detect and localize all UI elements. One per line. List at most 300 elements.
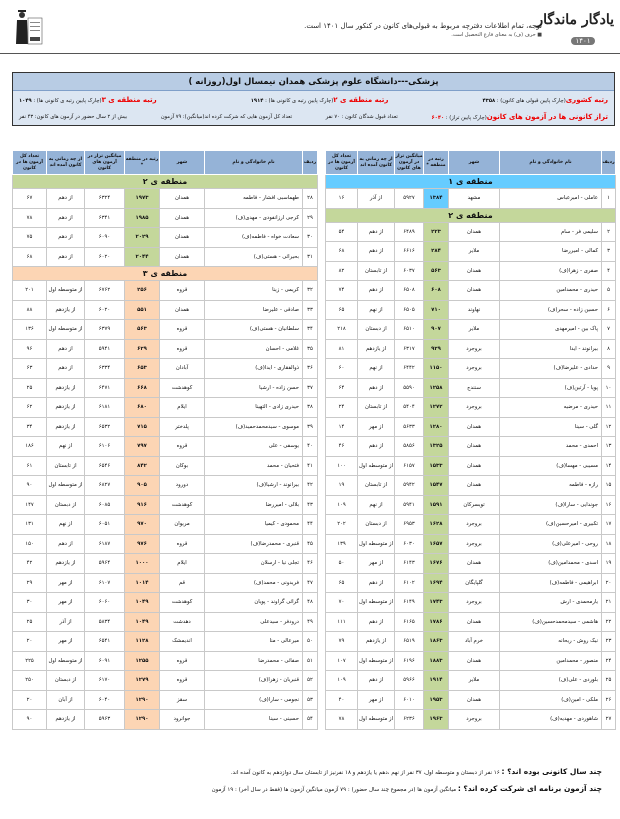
student-name: کریمی - زینا <box>205 281 303 301</box>
table-row <box>13 534 318 554</box>
row-number: ۳۳ <box>303 300 318 320</box>
region2-rank: رتبه منطقه ی ۲(چارک پایین رتبه ی کانونی ها) : ۱۹۱۴ <box>250 95 389 104</box>
city: بوکان <box>160 456 205 476</box>
table-row <box>13 437 318 457</box>
region-rank: ۱۲۵۵ <box>125 651 160 671</box>
exam-count: ۹۶ <box>13 339 47 359</box>
average-taraz: ۵۹۴۲ <box>395 476 424 496</box>
row-number: ۲۴ <box>602 651 616 671</box>
exam-count: ۸۱ <box>326 339 358 359</box>
row-number: ۳۷ <box>303 378 318 398</box>
region-rank: ۱۲۹۰ <box>125 690 160 710</box>
city: کوهدشت <box>160 593 205 613</box>
average-taraz: ۶۳۴۱ <box>85 208 125 228</box>
average-taraz: ۵۸۳۴ <box>85 612 125 632</box>
table-row <box>13 476 318 496</box>
city: قروه <box>160 671 205 691</box>
region-rank: ۲۰۲۹ <box>125 228 160 248</box>
student-name: حیدری زادی - التهینا <box>205 398 303 418</box>
city: همدان <box>449 476 500 496</box>
region-rank: ۱۲۷۹ <box>125 671 160 691</box>
average-taraz: ۶۵۴۱ <box>85 632 125 652</box>
region-rank: ۱۷۴۳ <box>424 593 449 613</box>
brand-name: یادگار ماندگار <box>536 12 614 28</box>
student-name: رازه - فاطمه <box>500 476 602 496</box>
city: مشهد <box>449 189 500 209</box>
average-taraz: ۵۶۳۳ <box>395 417 424 437</box>
average-taraz: ۶۱۴۹ <box>395 593 424 613</box>
taraz-info: تراز کانونی ها در آزمون های کانون(چارک پایین تراز) : ۶۰۴۰ <box>431 112 608 121</box>
average-taraz: ۶۱۸۷ <box>85 534 125 554</box>
joined-since: از مهر <box>358 690 395 710</box>
table-header <box>13 151 318 175</box>
joined-since: از تابستان <box>358 476 395 496</box>
row-number: ۴۴ <box>303 515 318 535</box>
region-rank: ۹۷۶ <box>125 534 160 554</box>
student-name: گلی - سینا <box>500 417 602 437</box>
city: ملایر <box>449 320 500 340</box>
over-two-years: بیش از ۲ سال حضور در آزمون های کانون: ۴۳ نفر <box>19 113 128 120</box>
student-name: ابراهیمی - فاطمه(ف) <box>500 573 602 593</box>
joined-since: از دهم <box>358 281 395 301</box>
average-taraz: ۶۵۰۸ <box>395 281 424 301</box>
row-number: ۴۵ <box>303 534 318 554</box>
student-name: موسوی - سیدمحمدحمید(ف) <box>205 417 303 437</box>
exam-count: ۱۹ <box>326 476 358 496</box>
column-header: شهر <box>160 151 205 175</box>
joined-since: از تابستان <box>358 261 395 281</box>
region-rank: ۱۶۷۶ <box>424 554 449 574</box>
table-row <box>326 651 616 671</box>
city: همدان <box>449 417 500 437</box>
table-row <box>13 378 318 398</box>
exam-count: ۴۲ <box>13 554 47 574</box>
average-taraz: ۶۳۳۴ <box>85 359 125 379</box>
region-rank: ۶۸۰ <box>125 398 160 418</box>
city: ملایر <box>449 242 500 262</box>
region3-rank: رتبه منطقه ی ۳(چارک پایین رتبه ی کانونی ها) : ۱۰۴۹ <box>19 95 157 104</box>
exam-count: ۴۶ <box>326 437 358 457</box>
table-row <box>13 690 318 710</box>
student-name: تجلی نیا - ارسلان <box>205 554 303 574</box>
student-name: جوندایی - سارا(ف) <box>500 495 602 515</box>
table-row <box>13 495 318 515</box>
student-name: فریدونی - محمد(ف) <box>205 573 303 593</box>
row-number: ۴۹ <box>303 612 318 632</box>
row-number: ۸ <box>602 339 616 359</box>
region-rank: ۵۵۱ <box>125 300 160 320</box>
city: همدان <box>449 437 500 457</box>
notice-subtext: ■ حرف (ف) به معنای فارغ التحصیل است. <box>451 32 542 38</box>
student-name: یارمحمدی - ارش <box>500 593 602 613</box>
joined-since: از یازدهم <box>47 554 85 574</box>
table-row <box>326 242 616 262</box>
average-taraz: ۶۴۴۲ <box>395 359 424 379</box>
joined-since: از متوسطه اول <box>47 320 85 340</box>
exam-count: ۲۰ <box>13 632 47 652</box>
table-row <box>326 690 616 710</box>
joined-since: از دهم <box>47 247 85 267</box>
average-taraz: ۶۵۱۹ <box>395 632 424 652</box>
table-row <box>326 632 616 652</box>
table-row <box>326 281 616 301</box>
column-header: تعداد کل آزمون ها در کانون <box>13 151 47 175</box>
student-name: قنبریان - زهرا(ف) <box>205 671 303 691</box>
city: جوانرود <box>160 710 205 730</box>
student-name: ملکی - امین(ف) <box>500 690 602 710</box>
student-name: میرعالی - منا <box>205 632 303 652</box>
city: ملایر <box>449 671 500 691</box>
table-row <box>326 417 616 437</box>
joined-since: از آذر <box>358 189 395 209</box>
row-number: ۴ <box>602 261 616 281</box>
exam-count: ۲۰۲ <box>326 515 358 535</box>
table-row <box>13 612 318 632</box>
joined-since: از یازدهم <box>358 632 395 652</box>
city: بروجرد <box>449 710 500 730</box>
city: همدان <box>449 690 500 710</box>
region-header: منطقه ی ۲ <box>13 175 318 189</box>
table-row <box>13 339 318 359</box>
row-number: ۳ <box>602 242 616 262</box>
exam-count: ۱۴ <box>326 417 358 437</box>
region-rank: ۹۰۷ <box>424 320 449 340</box>
region-rank: ۲۰۴۴ <box>125 247 160 267</box>
region-rank: ۱۳۸۴ <box>424 189 449 209</box>
city: قروه <box>160 281 205 301</box>
student-name: ذوالفقاری - ایدا(ف) <box>205 359 303 379</box>
city: بروجرد <box>449 359 500 379</box>
region-rank: ۷۱۰ <box>424 300 449 320</box>
region-rank: ۵۶۳ <box>125 320 160 340</box>
joined-since: از دبستان <box>47 495 85 515</box>
region-rank: ۶۶۸ <box>125 378 160 398</box>
average-taraz: ۶۱۸۱ <box>85 398 125 418</box>
city: بروجرد <box>449 534 500 554</box>
region-rank: ۱۱۵۰ <box>424 359 449 379</box>
row-number: ۱۴ <box>602 456 616 476</box>
region-rank: ۱۵۹۱ <box>424 495 449 515</box>
city: همدان <box>160 300 205 320</box>
joined-since: از یازدهم <box>47 417 85 437</box>
table-row <box>13 281 318 301</box>
student-name: بیرانوند - ارشیا(ف) <box>205 476 303 496</box>
region-rank: ۱۲۷۲ <box>424 398 449 418</box>
column-header: تعداد کل آزمون ها در کانون <box>326 151 358 175</box>
brand-logo <box>536 12 614 48</box>
region-rank: ۹۲۹ <box>424 339 449 359</box>
city: همدان <box>160 208 205 228</box>
joined-since: از نهم <box>47 515 85 535</box>
exam-count: ۱۰۹ <box>326 671 358 691</box>
city: نهاوند <box>449 300 500 320</box>
student-name: صفری - زهرا(ف) <box>500 261 602 281</box>
row-number: ۳۱ <box>303 247 318 267</box>
average-taraz: ۶۰۲۰ <box>85 247 125 267</box>
city: همدان <box>160 247 205 267</box>
exam-count: ۸۸ <box>13 300 47 320</box>
region-rank: ۶۵۳ <box>125 359 160 379</box>
exam-count: ۳۰ <box>13 593 47 613</box>
exam-count: ۸۲ <box>326 261 358 281</box>
joined-since: از دبستان <box>358 320 395 340</box>
student-name: حدادی - علیرضا(ف) <box>500 359 602 379</box>
exam-count: ۶۸ <box>326 242 358 262</box>
table-row <box>326 612 616 632</box>
region-rank: ۱۰۰۰ <box>125 554 160 574</box>
column-header: ردیف <box>602 151 616 175</box>
city: قم <box>160 573 205 593</box>
exam-count: ۶۷ <box>13 189 47 209</box>
average-taraz: ۶۰۵۱ <box>85 515 125 535</box>
region-header: منطقه ی ۳ <box>13 267 318 281</box>
region-rank: ۱۲۵۸ <box>424 378 449 398</box>
student-name: نیک روش - ریحانه <box>500 632 602 652</box>
average-taraz: ۶۰۹۰ <box>85 228 125 248</box>
table-row <box>13 398 318 418</box>
region-rank: ۵۶۳ <box>424 261 449 281</box>
row-number: ۳۲ <box>303 281 318 301</box>
joined-since: از متوسطه اول <box>358 534 395 554</box>
table-row <box>326 300 616 320</box>
exam-count: ۶۳ <box>13 359 47 379</box>
exam-count: ۵۴ <box>326 222 358 242</box>
joined-since: از دهم <box>47 208 85 228</box>
table-row <box>326 710 616 730</box>
table-row <box>326 359 616 379</box>
joined-since: از دهم <box>47 359 85 379</box>
exam-count: ۳۴ <box>13 417 47 437</box>
row-number: ۲۹ <box>303 208 318 228</box>
student-name: حسین زاده - سحر(ف) <box>500 300 602 320</box>
average-taraz: ۶۱۴۳ <box>395 554 424 574</box>
joined-since: از دهم <box>358 437 395 457</box>
region-rank: ۱۹۸۵ <box>125 208 160 228</box>
city: قروه <box>160 534 205 554</box>
region-rank: ۱۷۸۶ <box>424 612 449 632</box>
region-rank: ۹۱۶ <box>125 495 160 515</box>
joined-since: از یازدهم <box>358 339 395 359</box>
column-header: نام خانوادگی و نام <box>500 151 602 175</box>
exam-count: ۶۵ <box>326 300 358 320</box>
table-row <box>326 515 616 535</box>
city: ایلام <box>160 554 205 574</box>
exam-count: ۷۵ <box>13 228 47 248</box>
exam-count: ۴۰ <box>326 690 358 710</box>
region-rank: ۱۶۹۴ <box>424 573 449 593</box>
student-name: محمودی - کیمیا <box>205 515 303 535</box>
row-number: ۲۰ <box>602 573 616 593</box>
exam-count: ۱۸۶ <box>13 437 47 457</box>
student-name: مسیبی - مهسا(ف) <box>500 456 602 476</box>
graduate-figure-icon <box>14 4 44 48</box>
exam-count: ۲۹ <box>13 573 47 593</box>
student-name: حیدری - محمدامین <box>500 281 602 301</box>
student-name: درودفر - سیدعلی <box>205 612 303 632</box>
joined-since: از متوسطه اول <box>47 476 85 496</box>
average-taraz: ۶۵۱۰ <box>395 320 424 340</box>
table-row <box>326 573 616 593</box>
region-rank: ۹۰۵ <box>125 476 160 496</box>
joined-since: از تابستان <box>47 456 85 476</box>
row-number: ۱۹ <box>602 554 616 574</box>
exam-count: ۵۰ <box>326 554 358 574</box>
column-header: از چه زمانی به کانون آمده اند <box>358 151 395 175</box>
student-name: نجومی - سارا(ف) <box>205 690 303 710</box>
region-rank: ۱۳۲۵ <box>424 437 449 457</box>
joined-since: از دهم <box>358 671 395 691</box>
student-name: سعادت خواه - فاطمه(ف) <box>205 228 303 248</box>
joined-since: از یازدهم <box>47 300 85 320</box>
region-rank: ۱۹۵۳ <box>424 690 449 710</box>
row-number: ۱۷ <box>602 515 616 535</box>
student-name: یوسفی - علی <box>205 437 303 457</box>
exam-count: ۲۰ <box>13 690 47 710</box>
region-rank: ۱۰۴۹ <box>125 612 160 632</box>
average-taraz: ۶۵۰۵ <box>395 300 424 320</box>
table-row <box>13 208 318 228</box>
row-number: ۴۶ <box>303 554 318 574</box>
row-number: ۵۳ <box>303 690 318 710</box>
region-rank: ۱۹۷۳ <box>125 189 160 209</box>
exam-count: ۲۵ <box>13 612 47 632</box>
average-taraz: ۶۶۱۶ <box>395 242 424 262</box>
city: قروه <box>160 651 205 671</box>
joined-since: از دهم <box>358 612 395 632</box>
region-rank: ۱۶۲۸ <box>424 515 449 535</box>
joined-since: از دهم <box>358 222 395 242</box>
table-row <box>13 320 318 340</box>
joined-since: از دهم <box>47 339 85 359</box>
table-row <box>13 247 318 267</box>
average-taraz: ۶۱۰۶ <box>85 437 125 457</box>
city: دورود <box>160 476 205 496</box>
region-rank: ۲۲۳ <box>424 222 449 242</box>
row-number: ۳۴ <box>303 320 318 340</box>
table-row <box>326 437 616 457</box>
row-number: ۴۱ <box>303 456 318 476</box>
average-taraz: ۵۸۵۶ <box>395 437 424 457</box>
row-number: ۱۶ <box>602 495 616 515</box>
column-header: از چه زمانی به کانون آمده اند <box>47 151 85 175</box>
city: قروه <box>160 339 205 359</box>
city: همدان <box>449 222 500 242</box>
joined-since: از دهم <box>47 228 85 248</box>
exam-count: ۶۵ <box>326 573 358 593</box>
student-name: سلیمی فر - سام <box>500 222 602 242</box>
row-number: ۶ <box>602 300 616 320</box>
average-taraz: ۶۰۱۰ <box>395 690 424 710</box>
accepted-count: تعداد قبول شدگان کانون : ۷۰ نفر <box>325 113 398 120</box>
average-taraz: ۶۵۳۲ <box>85 417 125 437</box>
column-header: نام خانوادگی و نام <box>205 151 303 175</box>
row-number: ۳۵ <box>303 339 318 359</box>
region-rank: ۱۰۴۹ <box>125 593 160 613</box>
joined-since: از آبان <box>47 690 85 710</box>
joined-since: از مهر <box>358 417 395 437</box>
student-name: پاک بین - امیرمهدی <box>500 320 602 340</box>
student-name: فتحیان - محمد <box>205 456 303 476</box>
exam-count: ۲۵۰ <box>13 671 47 691</box>
exam-count: ۲۴ <box>326 398 358 418</box>
exam-average: تعداد کل آزمون هایی که شرکت کرده اند(میانگین): ۷۹ آزمون <box>160 113 293 120</box>
joined-since: از یازدهم <box>47 710 85 730</box>
exam-count: ۱۰۹ <box>326 495 358 515</box>
student-name: شاهوردی - مهدیه(ف) <box>500 710 602 730</box>
region-header: منطقه ی ۱ <box>326 175 616 189</box>
joined-since: از دهم <box>47 189 85 209</box>
table-row <box>326 534 616 554</box>
average-taraz: ۶۸۲۷ <box>85 476 125 496</box>
region-rank: ۱۲۸۰ <box>424 417 449 437</box>
student-name: غلامی - احسان <box>205 339 303 359</box>
exam-count: ۱۶ <box>326 189 358 209</box>
average-taraz: ۶۷۶۲ <box>85 281 125 301</box>
student-name: احمدی - محمد <box>500 437 602 457</box>
student-name: هاشمی - سیدمحمدحسین(ف) <box>500 612 602 632</box>
exam-count: ۱۰۷ <box>326 651 358 671</box>
student-name: گرائی گراوند - پویان <box>205 593 303 613</box>
city: خرم آباد <box>449 632 500 652</box>
student-name: روحی - امیرعلی(ف) <box>500 534 602 554</box>
row-number: ۵۴ <box>303 710 318 730</box>
row-number: ۴۷ <box>303 573 318 593</box>
row-number: ۴۲ <box>303 476 318 496</box>
student-name: منصور - محمدامین <box>500 651 602 671</box>
exam-count: ۱۱۱ <box>326 612 358 632</box>
joined-since: از دهم <box>358 378 395 398</box>
results-table-left <box>12 150 318 730</box>
row-number: ۲۱ <box>602 593 616 613</box>
row-number: ۹ <box>602 359 616 379</box>
average-taraz: ۶۱۷۰ <box>85 671 125 691</box>
page-title: پزشکی---دانشگاه علوم پزشکی همدان نیمسال اول(روزانه ) <box>13 73 614 91</box>
average-taraz: ۶۲۳۶ <box>395 710 424 730</box>
student-name: صفائی - محمدرضا <box>205 651 303 671</box>
joined-since: از متوسطه اول <box>47 651 85 671</box>
city: همدان <box>449 554 500 574</box>
joined-since: از نهم <box>358 300 395 320</box>
exam-count: ۲۱۸ <box>326 320 358 340</box>
city: بروجرد <box>449 398 500 418</box>
student-name: طهماسبی افشار - فاطمه <box>205 189 303 209</box>
joined-since: از متوسطه اول <box>358 651 395 671</box>
table-row <box>13 515 318 535</box>
average-taraz: ۶۰۳۷ <box>395 261 424 281</box>
joined-since: از دهم <box>358 242 395 262</box>
exam-count: ۶۰ <box>326 359 358 379</box>
column-header: رتبه در منطقه * <box>424 151 449 175</box>
region-rank: ۹۷۰ <box>125 515 160 535</box>
average-taraz: ۶۳۱۷ <box>395 339 424 359</box>
joined-since: از متوسطه اول <box>358 710 395 730</box>
exam-count: ۲۲۵ <box>13 651 47 671</box>
joined-since: از آذر <box>47 612 85 632</box>
exam-count: ۱۰۰ <box>326 456 358 476</box>
average-taraz: ۵۵۹۰ <box>395 378 424 398</box>
row-number: ۷ <box>602 320 616 340</box>
row-number: ۵۱ <box>303 651 318 671</box>
row-number: ۱ <box>602 189 616 209</box>
exam-count: ۷۹ <box>326 632 358 652</box>
average-taraz: ۶۳۲۴ <box>85 189 125 209</box>
row-number: ۲۳ <box>602 632 616 652</box>
average-taraz: ۶۱۵۷ <box>395 456 424 476</box>
city: همدان <box>449 651 500 671</box>
joined-since: از مهر <box>358 554 395 574</box>
student-name: سلطانیان - هستی(ف) <box>205 320 303 340</box>
exam-count: ۶۸ <box>13 247 47 267</box>
